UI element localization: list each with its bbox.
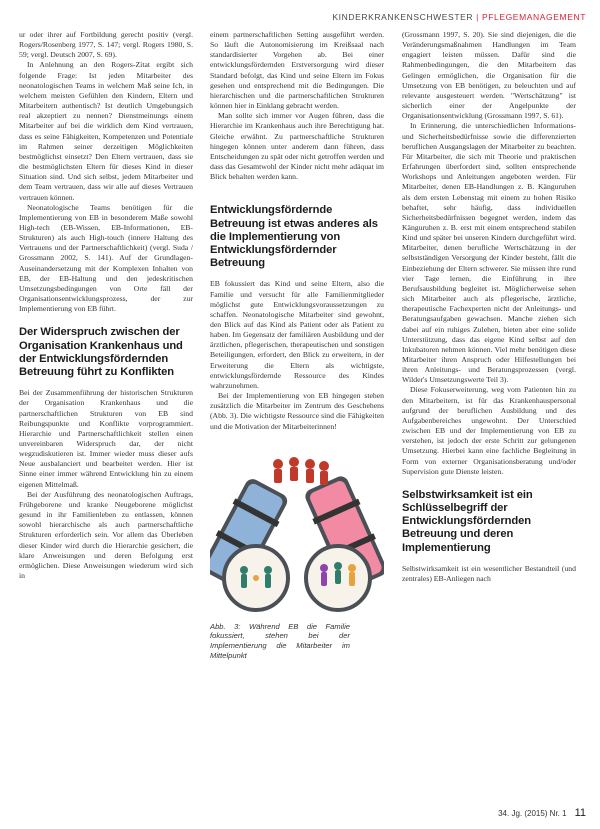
header-section: PFLEGEMANAGEMENT [481,12,586,22]
column-left [19,30,193,581]
column-right [402,30,576,584]
paragraph: Neonatologische Teams benötigen für die Implementierung von EB in besonderem Maße sowohl High-tech (EB-Wissen, EB-Informationen, EB-Strukturen) als auch High-touch (innere Haltung des Vertrauens und der Partnerschaftlichkeit) (vergl. Suda / Grossmann 2002, S. 141). Auf der Grundlagen-Auseinandersetzung mit der Komplexen Inhalten von EB, der EB-Haltung und den jedeskritischen Umsetzungsbedingungen von Orte fäll der Organisationsentwicklungsprozess, der zur Implementierung von EB führt. [19,202,193,314]
running-header [332,12,586,22]
paragraph: EB fokussiert das Kind und seine Eltern, also die Familie und versucht für alle Familienmitglieder möglichst gute Entwicklungsvoraussetzungen zu schaffen. Neonatologische Mitarbeiter sind gewohnt, den Blick auf das Kind als Patient oder als Patient zu haben. Im Gegensatz der familiären Ausbildung und der ärztlichen, pflegerischen, therapeutischen und sonstigen Beteiligungen, erfordert, den Blick zu erweitern, in der Erweiterung die Eltern als wichtigste, entwicklungsfördernde Ressource des Kindes wahrzunehmen. [210,279,384,390]
page-footer [498,807,586,819]
header-separator: | [476,12,479,22]
page-number: 11 [574,807,586,819]
paragraph: (Grossmann 1997, S. 20). Sie sind diejenigen, die die Veränderungsmaßnahmen Handlungen im Team engagiert leisten müssen. Dafür sind die Rahmenbedingungen, die den Mitarbeitern das Gelingen ermöglichen, die Organisation für die Umsetzung von EB benötigen, zu beleuchten und auf relevante ausgesteuert werden. "Wertschätzung" ist sicherlich einer der Angelpunkte der Organisationsentwicklung (Grossmann 1997, S. 61). [402,30,576,121]
section-heading: Der Widerspruch zwischen der Organisation Krankenhaus und der Entwicklungsfördernden Betreuung führt zu Konflikten [19,326,183,378]
section-heading: Entwicklungsfördernde Betreuung ist etwas anderes als die Implementierung von Entwicklungsfördernder Betreuung [210,204,378,270]
paragraph: Bei der Zusammenführung der historischen Strukturen der Organisation Krankenhaus und die partnerschaftlichen Strukturen von EB sind Reibungspunkte und Konflikte vorprogrammiert. Hierarchie und Partnerschaftlichkeit stellen einen unvereinbaren Widerspruch dar, der nicht wegzudiskutieren ist. Immer wieder muss dieser aufs Neue ausbalanciert und bearbeitet werden. Hier ist Sinne einer immer während Entwicklung hin zu einem eigenen Mittelmaß. [19,388,193,489]
figure-telescope-illustration [210,452,384,658]
telescope-illustration-icon [210,452,384,617]
paragraph: Man sollte sich immer vor Augen führen, dass die Hierarchie im Krankenhaus auch ihre Berechtigung hat. Gleiche erwähnt. Zu partnerschaftliche Strukturen hingegen können unter anderem dann führen, dass Entscheidungen zu spät oder nicht getroffen werden und dass das Gesamtwohl der Kinder nicht mehr adäquat im Blick behalten werden kann. [210,111,384,182]
paragraph: In Anlehnung an den Rogers-Zitat ergibt sich folgende Frage: Ist jeden Mitarbeiter des neonatologischen Teams in welchem Maß seine Ich, in welchem meisten Gefühlen den Kindern, Eltern und Mitarbeitern authentisch? Ist deutlich Umgebungsich real akzeptiert zu nennen? Dienstmeinungs einem Mitarbeiter auf bei die wirklich dem Kind vertrauen, dass es seine Fähigkeiten, Kompetenzen und Potentiale im Rahmen seiner derzeitigen Möglichkeiten bestmöglichst einsetzt? Den Eltern vertrauen, dass sie die bestmöglichsten Eltern für dieses Kind in dieser Situation sind. Und sich selbst, jedem Mitarbeiter und dem Team vertrauen, dass wir alle auf dieses Vertrauen vertrauen können. [19,60,193,202]
paragraph: In Erinnerung, die unterschiedlichen Informations- und Sicherheitsbedürfnisse sowie die differenzierten beruflichen Ausgangslagen der Mitarbeiter zu beachten. Für Mitarbeiter, die sich mit Theorie und praktischen Erfahrungen überfordert sind, sollten entsprechende Workshops und Anleitungen angeboten werden. Für Mitarbeiter, denen EB-Handlungen z. B. Känguruhen als dem ersten Lebenstag mit einem zu hohen Risiko behaftet, sehr häufig, dass individuellen Sicherheitsbedürfnissen begegnet werden, indem das Känguruhen z. B. erst mit einem entsprechend stabilen Kind und später bei unseren Kindern durchgeführt wird. Mitarbeiter, denen berufliche Wertschätzung in der selbstständigen Versorgung der Kinder besteht, fällt die Einbeziehung der Eltern schwerer. Sie müssen ihre rund vier Tage lernen, die Einführung in ihre Berufsausbildung begleitet ist. Möglicherweise sehen sich Mitarbeiter auch als pflegerische, ärztliche, therapeutische Fachexperten nicht der Anleitungs- und Beratungsaufgaben gewachsen. Manche ziehen sich dabei auf ein ruhiges Zulehen, bieten aber eine solide Unterstützung, dass das eigene Kind selbst auf den Inkubatoren nehmen können. Viel mehr benötigen diese Mitarbeiter ihren Anspruch oder Hilfestellungen bei ihren Anleitungs- und Beratungsprozessen (vergl. Wilder's Umsetzungswerte Teil 3). [402,121,576,385]
paragraph: Bei der Implementierung von EB hingegen stehen zusätzlich die Mitarbeiter im Zentrum des Geschehens (Abb. 3). Die wichtigste Ressource sind die Fähigkeiten und die Motivation der Mitarbeiterinnen! [210,391,384,431]
paragraph: Selbstwirksamkeit ist ein wesentlicher Bestandteil (und zentrales) EB-Anliegen nach [402,563,576,584]
paragraph: ur oder ihrer auf Fortbildung gerecht positiv (vergl. Rogers/Rosenberg 1977, S. 147; vergl. Rogers 1980, S. 59; vergl. Deutsch 2007, S. 69). [19,30,193,60]
journal-issue: 34. Jg. (2015) Nr. 1 [498,809,567,818]
figure-caption: Abb. 3: Während EB die Familie fokussiert, stehen bei der Implementierung die Mitarbeiter im Mittelpunkt [210,621,350,660]
paragraph: einem partnerschaftlichen Setting ausgeführt werden. So läuft die Autonomisierung im Kreißsaal nach standardisierter Vorgehen ab. Bei einer entwicklungsfördernden Erstversorgung wird dieser Standard befolgt, das Kind und seine Eltern im Fokus gesehen und entsprechend mit die Bedingungen. Die hierarchischen und die partnerschaftlichen Strukturen können hier in Einklang gebracht werden. [210,30,384,111]
header-magazine: KINDERKRANKENSCHWESTER [332,12,474,22]
column-middle [210,30,384,658]
paragraph: Diese Fokuserweiterung, weg vom Patienten hin zu den Mitarbeitern, ist für das Krankenhauspersonal aufgrund der beruflichen Ausbildung und des Aufgabenbereiches ungewohnt. Der Unterschied zwischen EB und der Implementierung von EB zu verstehen, ist jedoch der erste Schritt zur gelungenen Umsetzung. Hierbei kann eine fachliche Begleitung in Form von externer Organisationsberatung und/oder Supervision gute Dienste leisten. [402,385,576,476]
paragraph: Bei der Ausführung des neonatologischen Auftrags, Frühgeborene und kranke Neugeborene möglichst gesund in ihr Familienleben zu entlassen, können sowohl hierarchische als auch partnerschaftliche Strukturen erforderlich sein. Vor allem das Überleben dieser Kinder wird durch die Hierarchie gesichert, die klare Anweisungen und deren Befolgung erst ermöglichen. Diese Anweisungen wiederum wird sich in [19,489,193,580]
section-heading: Selbstwirksamkeit ist ein Schlüsselbegriff der Entwicklungsfördernden Betreuung und deren Implementierung [402,488,533,554]
